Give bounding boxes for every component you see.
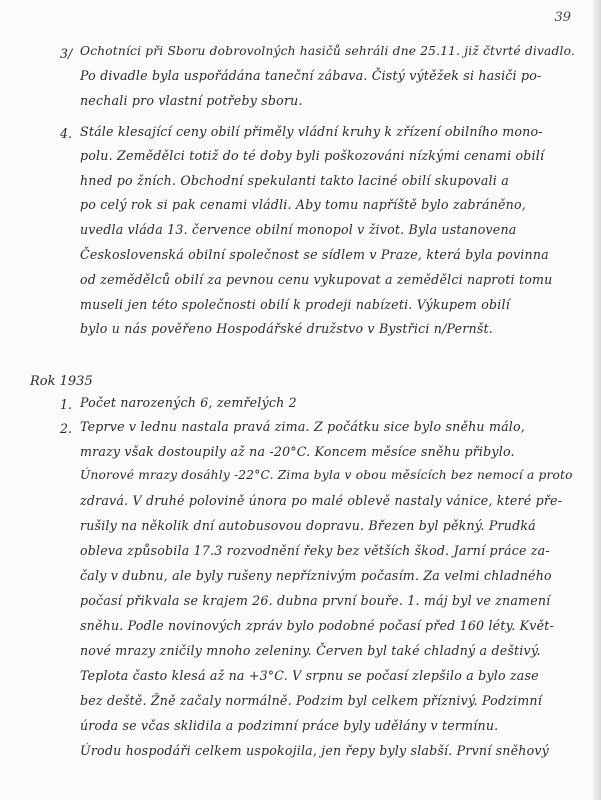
text-line: čaly v dubnu, ale byly rušeny nepříznivým počasím. Za velmi chladného [80, 568, 552, 583]
text-line: Stále klesající ceny obilí přiměly vládní kruhy k zřízení obilního mono- [80, 124, 543, 139]
text-line: Úrodu hospodáři celkem uspokojila, jen řepy byly slabší. První sněhový [80, 743, 549, 758]
text-line: hned po žních. Obchodní spekulanti takto laciné obilí skupovali a [80, 173, 509, 188]
text-line: zdravá. V druhé polovině února po malé oblevě nastaly vánice, které pře- [80, 493, 563, 508]
text-line: sněhu. Podle novinových zpráv bylo podobné počasí před 160 léty. Květ- [80, 618, 554, 633]
text-line: mrazy však dostoupily až na -20°C. Koncem měsíce sněhu přibylo. [80, 444, 515, 459]
text-line: Počet narozených 6, zemřelých 2 [80, 395, 297, 410]
page-number: 39 [554, 10, 571, 25]
text-line: rušily na několik dní autobusovou dopravu. Březen byl pěkný. Prudká [80, 518, 536, 533]
item-number: 2. [60, 421, 73, 436]
text-line: Po divadle byla uspořádána taneční zábava. Čistý výtěžek si hasiči po- [80, 68, 542, 83]
text-line: od zemědělců obilí za pevnou cenu vykupovat a zemědělci naproti tomu [80, 272, 553, 287]
text-line: uvedla vláda 13. července obilní monopol v život. Byla ustanovena [80, 222, 517, 237]
item-number: 4. [60, 126, 73, 141]
page-edge-shadow [593, 0, 601, 800]
text-line: Ochotníci při Sboru dobrovolných hasičů sehráli dne 25.11. již čtvrté divadlo. [80, 44, 576, 58]
text-line: po celý rok si pak cenami vládli. Aby tomu napříště bylo zabráněno, [80, 197, 526, 212]
text-line: Československá obilní společnost se sídlem v Praze, která byla povinna [80, 247, 549, 262]
text-line: Únorové mrazy dosáhly -22°C. Zima byla v obou měsících bez nemocí a proto [80, 468, 573, 482]
text-line: obleva způsobila 17.3 rozvodnění řeky bez větších škod. Jarní práce za- [80, 543, 550, 558]
item-number: 1. [60, 397, 73, 412]
text-line: úroda se včas sklidila a podzimní práce byly udělány v termínu. [80, 718, 499, 733]
text-line: bylo u nás pověřeno Hospodářské družstvo v Bystřici n/Pernšt. [80, 321, 493, 336]
text-line: bez deště. Žně začaly normálně. Podzim byl celkem příznivý. Podzimní [80, 693, 542, 708]
text-line: polu. Zemědělci totiž do té doby byli poškozováni nízkými cenami obilí [80, 148, 545, 163]
text-line: Teprve v lednu nastala pravá zima. Z počátku sice bylo sněhu málo, [80, 419, 526, 434]
text-line: počasí přikvala se krajem 26. dubna první bouře. 1. máj byl ve znamení [80, 593, 551, 608]
text-line: nechali pro vlastní potřeby sboru. [80, 93, 303, 108]
text-line: museli jen této společnosti obilí k prodeji nabízeti. Výkupem obilí [80, 297, 510, 312]
text-line: nové mrazy zničily mnoho zeleniny. Červen byl také chladný a deštivý. [80, 643, 541, 658]
text-line: Teplota často klesá až na +3°C. V srpnu se počasí zlepšilo a bylo zase [80, 668, 539, 683]
section-heading-year: Rok 1935 [30, 374, 93, 389]
item-number: 3/ [60, 46, 73, 61]
